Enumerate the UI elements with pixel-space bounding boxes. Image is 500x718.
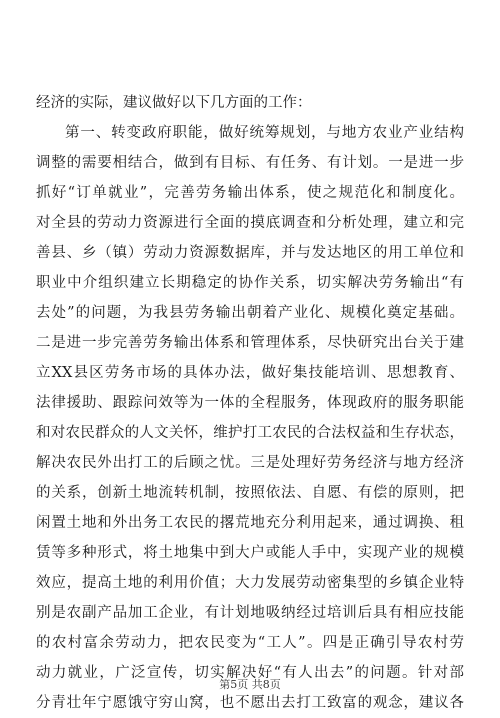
page-number-footer: 第5页 共8页: [219, 678, 281, 691]
text-line: 和对农民群众的人文关怀，维护打工农民的合法权益和生存状态，: [36, 425, 464, 441]
text-line: 经济的实际，建议做好以下几方面的工作：: [36, 95, 312, 111]
text-line: 解决农民外出打工的后顾之忧。三是处理好劳务经济与地方经济: [36, 455, 464, 471]
text-line: 效应，提高土地的利用价值；大力发展劳动密集型的乡镇企业特: [36, 575, 464, 591]
text-line: 善县、乡（镇）劳动力资源数据库，并与发达地区的用工单位和: [36, 245, 464, 261]
document-body: [36, 88, 464, 718]
text-line: 对全县的劳动力资源进行全面的摸底调查和分析处理，建立和完: [36, 215, 464, 231]
text-line: 别是农副产品加工企业，有计划地吸纳经过培训后具有相应技能: [36, 605, 464, 621]
text-line: 去处”的问题，为我县劳务输出朝着产业化、规模化奠定基础。: [36, 305, 464, 321]
text-line: 职业中介组织建立长期稳定的协作关系，切实解决劳务输出“有: [36, 275, 464, 291]
text-line: 分青壮年宁愿饿守穷山窝，也不愿出去打工致富的观念，建议各: [36, 695, 464, 711]
text-line: 立XX县区劳务市场的具体办法，做好集技能培训、思想教育、: [36, 365, 464, 381]
text-line: 抓好“订单就业”，完善劳务输出体系，使之规范化和制度化。: [36, 185, 464, 201]
text-line: 法律援助、跟踪问效等为一体的全程服务，体现政府的服务职能: [36, 395, 464, 411]
text-line: 动力就业，广泛宣传，切实解决好“有人出去”的问题。针对部: [36, 665, 464, 681]
text-line: 调整的需要相结合，做到有目标、有任务、有计划。一是进一步: [36, 155, 464, 171]
text-line: 赁等多种形式，将土地集中到大户或能人手中，实现产业的规模: [36, 545, 464, 561]
text-line: 闲置土地和外出务工农民的撂荒地充分利用起来，通过调换、租: [36, 515, 464, 531]
text-line: 第一、转变政府职能，做好统筹规划，与地方农业产业结构: [65, 125, 464, 141]
text-line: 的关系，创新土地流转机制，按照依法、自愿、有偿的原则，把: [36, 485, 464, 501]
text-line: 二是进一步完善劳务输出体系和管理体系，尽快研究出台关于建: [36, 335, 464, 351]
text-line: 的农村富余劳动力，把农民变为“工人”。四是正确引导农村劳: [36, 635, 464, 651]
